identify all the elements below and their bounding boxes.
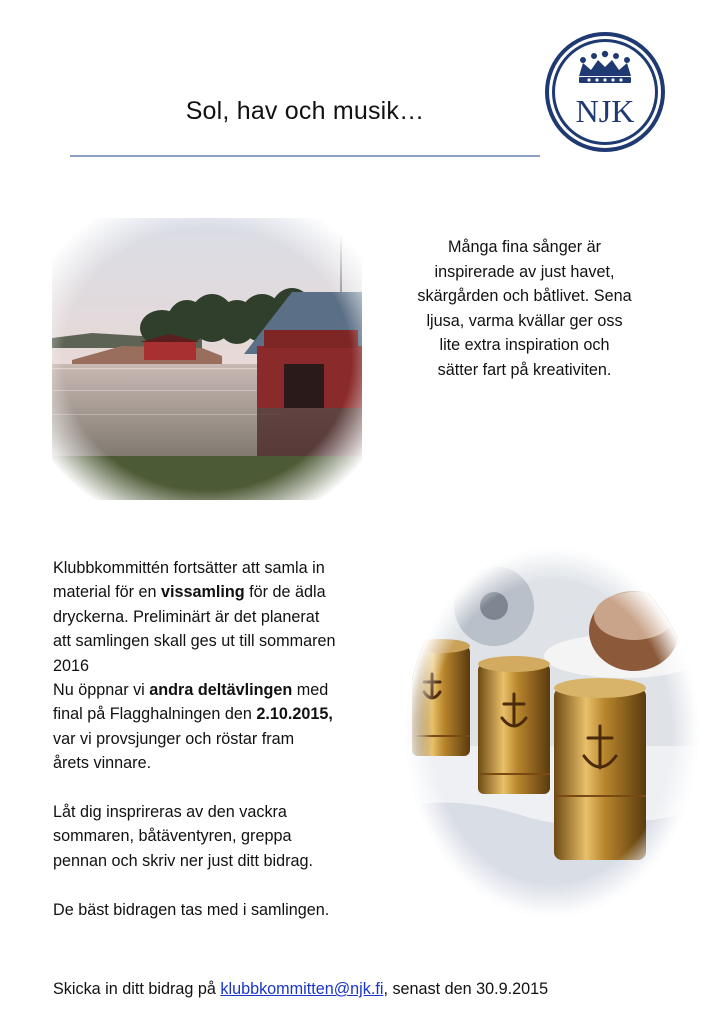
deltavling-bold: andra deltävlingen bbox=[149, 681, 293, 700]
email-link[interactable]: klubbkommitten@njk.fi bbox=[220, 980, 384, 998]
intro-line: lite extra inspiration och bbox=[439, 336, 610, 355]
intro-text bbox=[382, 235, 667, 383]
page-title: Sol, hav och musik… bbox=[185, 97, 425, 125]
body-line: final på Flagghalningen den 2.10.2015, bbox=[53, 705, 333, 724]
boathouse-photo bbox=[52, 218, 362, 500]
body-text bbox=[53, 556, 403, 922]
body-line: att samlingen skall ges ut till sommaren bbox=[53, 632, 336, 651]
body-line: Nu öppnar vi andra deltävlingen med bbox=[53, 681, 329, 700]
njk-logo bbox=[543, 30, 667, 154]
body-line: årets vinnare. bbox=[53, 754, 152, 773]
final-date: 2.10.2015, bbox=[256, 705, 333, 724]
body-line: material för en vissamling för de ädla bbox=[53, 583, 326, 602]
intro-line: Många fina sånger är bbox=[448, 238, 601, 256]
intro-line: skärgården och båtlivet. Sena bbox=[417, 287, 632, 306]
intro-line: inspirerade av just havet, bbox=[434, 262, 615, 281]
body-line: sommaren, båtäventyren, greppa bbox=[53, 827, 292, 846]
body-line: 2016 bbox=[53, 656, 90, 675]
svg-text:NJK: NJK bbox=[575, 93, 635, 129]
vissamling-bold: vissamling bbox=[160, 583, 245, 602]
footer-text: Skicka in ditt bidrag på klubbkommitten@njk.fi, senast den 30.9.2015 bbox=[53, 980, 549, 998]
body-line: Klubbkommittén fortsätter att samla in bbox=[53, 559, 325, 577]
crown-logo-icon bbox=[543, 30, 667, 154]
title-divider bbox=[70, 155, 540, 157]
intro-line: sätter fart på kreativiten. bbox=[437, 360, 612, 379]
body-line: dryckerna. Preliminärt är det planerat bbox=[53, 607, 320, 626]
brass-cups-photo bbox=[404, 546, 700, 918]
body-line: var vi provsjunger och röstar fram bbox=[53, 729, 295, 748]
body-line: De bäst bidragen tas med i samlingen. bbox=[53, 900, 330, 919]
body-line: pennan och skriv ner just ditt bidrag. bbox=[53, 851, 314, 870]
intro-line: ljusa, varma kvällar ger oss bbox=[426, 311, 623, 330]
body-line: Låt dig insprireras av den vackra bbox=[53, 803, 287, 822]
